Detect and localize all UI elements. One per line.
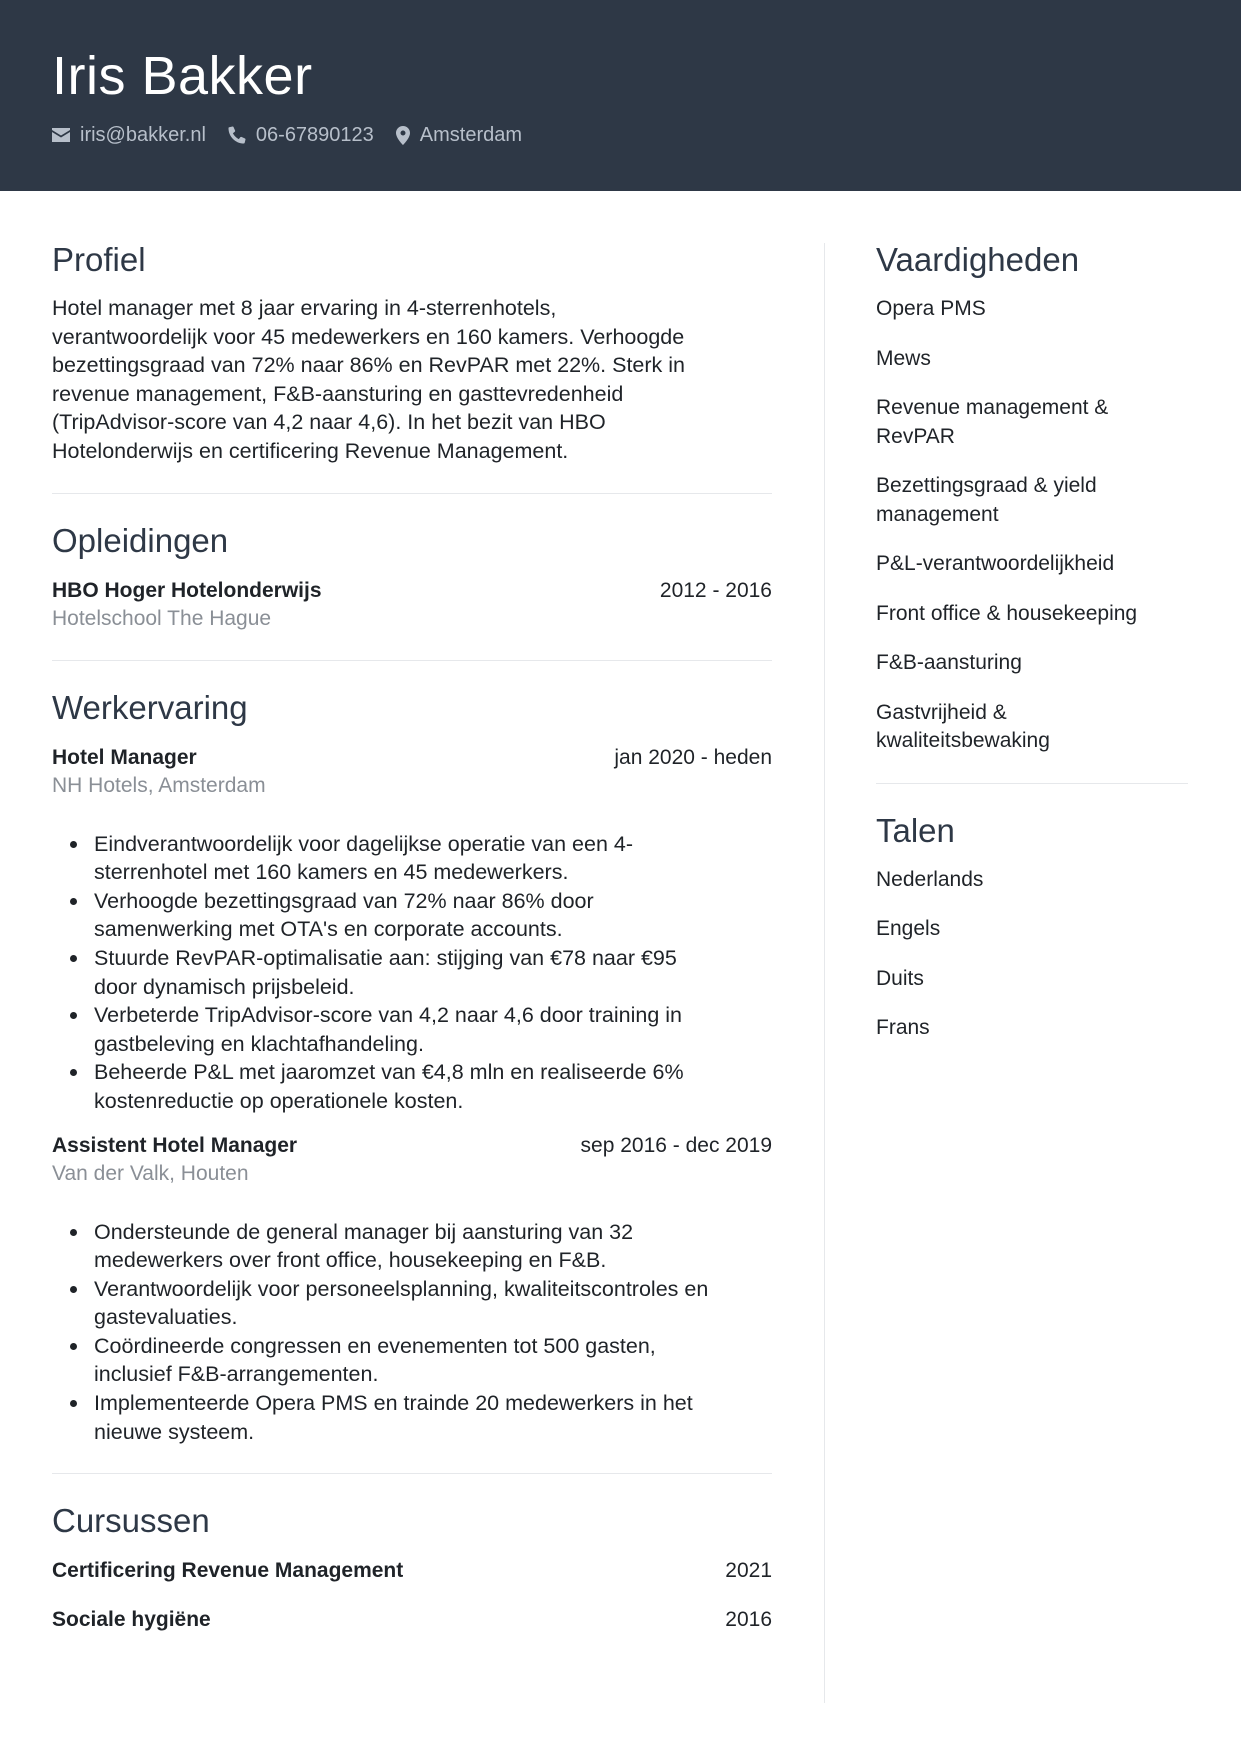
envelope-icon <box>52 128 70 142</box>
section-title-languages: Talen <box>876 811 955 849</box>
profile-line: Hotel manager met 8 jaar ervaring in 4-sterrenhotels, <box>52 296 557 320</box>
section-title-experience: Werkervaring <box>52 688 248 726</box>
bullet-item: Stuurde RevPAR-optimalisatie aan: stijging van €78 naar €95 door dynamisch prijsbeleid. <box>94 944 772 1001</box>
bullet-item: Eindverantwoordelijk voor dagelijkse operatie van een 4- sterrenhotel met 160 kamers en 45 medewerkers. <box>94 830 772 887</box>
skill-item: F&B-aansturing <box>876 651 1022 674</box>
profile-line: Hotelonderwijs en certificering Revenue Management. <box>52 438 569 463</box>
bullet-item: Coördineerde congressen en evenementen tot 500 gasten, inclusief F&B-arrangementen. <box>94 1332 772 1389</box>
profile-line: bezettingsgraad van 72% naar 86% en RevPAR met 22%. Sterk in <box>52 353 686 378</box>
job-company: NH Hotels, Amsterdam <box>52 773 266 797</box>
course-year: 2016 <box>725 1608 772 1632</box>
bullet-item: Ondersteunde de general manager bij aansturing van 32 medewerkers over front office, housekeeping en F&B. <box>94 1218 772 1275</box>
languages-section <box>876 811 1188 1043</box>
profile-section <box>52 240 772 466</box>
section-divider <box>52 660 772 661</box>
profile-line: (TripAdvisor-score van 4,2 naar 4,6). In het bezit van HBO <box>52 410 606 435</box>
language-item: Nederlands <box>876 867 984 891</box>
skill-item: Revenue management & RevPAR <box>876 396 1109 448</box>
course-year: 2021 <box>725 1559 772 1583</box>
column-divider <box>824 243 825 1703</box>
course-name: Sociale hygiëne <box>52 1608 211 1632</box>
job-bullets <box>52 830 772 1116</box>
entry-header <box>52 744 772 772</box>
job-dates: jan 2020 - heden <box>614 745 772 769</box>
course-entry <box>52 1557 772 1585</box>
header-banner <box>0 0 1241 191</box>
skill-item: Opera PMS <box>876 297 986 320</box>
section-divider <box>52 493 772 494</box>
job-role: Assistent Hotel Manager <box>52 1133 298 1157</box>
entry-header <box>52 1132 772 1160</box>
section-title-skills: Vaardigheden <box>876 241 1080 278</box>
skills-section <box>876 240 1188 756</box>
skill-item: Mews <box>876 346 931 370</box>
contact-phone[interactable] <box>228 122 374 148</box>
skill-item: Gastvrijheid & kwaliteitsbewaking <box>876 700 1050 752</box>
contact-email[interactable] <box>52 122 206 148</box>
job-bullets <box>52 1218 772 1447</box>
candidate-name: Iris Bakker <box>52 46 313 106</box>
course-entry <box>52 1606 772 1634</box>
phone-text: 06-67890123 <box>255 124 374 146</box>
education-entry <box>52 577 772 633</box>
language-item: Duits <box>876 966 924 990</box>
section-divider <box>876 783 1188 784</box>
job-company: Van der Valk, Houten <box>52 1161 249 1185</box>
contact-bar <box>52 122 544 148</box>
job-dates: sep 2016 - dec 2019 <box>580 1133 772 1157</box>
entry-header <box>52 577 772 605</box>
main-column <box>52 240 772 1634</box>
section-title-courses: Cursussen <box>52 1502 210 1540</box>
bullet-item: Verantwoordelijk voor personeelsplanning, kwaliteitscontroles en gastevaluaties. <box>94 1275 772 1332</box>
job-entry <box>52 744 772 1116</box>
experience-section <box>52 688 772 1447</box>
bullet-item: Implementeerde Opera PMS en trainde 20 medewerkers in het nieuwe systeem. <box>94 1389 772 1446</box>
skill-item: Front office & housekeeping <box>876 601 1138 625</box>
degree-title: HBO Hoger Hotelonderwijs <box>52 578 322 602</box>
bullet-item: Beheerde P&L met jaaromzet van €4,8 mln en realiseerde 6% kostenreductie op operationele kosten. <box>94 1058 772 1115</box>
language-item: Engels <box>876 917 941 940</box>
bullet-item: Verhoogde bezettingsgraad van 72% naar 86% door samenwerking met OTA's en corporate accounts. <box>94 887 772 944</box>
profile-line: verantwoordelijk voor 45 medewerkers en 160 kamers. Verhoogde <box>52 324 685 349</box>
language-list <box>876 866 1188 1043</box>
school-name: Hotelschool The Hague <box>52 606 272 630</box>
course-name: Certificering Revenue Management <box>52 1559 404 1583</box>
bullet-item: Verbeterde TripAdvisor-score van 4,2 naar 4,6 door training in gastbeleving en klachtafhandeling. <box>94 1001 772 1058</box>
map-pin-icon <box>396 126 410 145</box>
skill-item: Bezettingsgraad & yield management <box>876 474 1097 526</box>
section-title-education: Opleidingen <box>52 521 229 559</box>
contact-location <box>396 122 522 148</box>
email-text: iris@bakker.nl <box>80 124 206 146</box>
location-text: Amsterdam <box>419 124 523 146</box>
profile-line: revenue management, F&B-aansturing en gasttevredenheid <box>52 381 624 406</box>
language-item: Frans <box>876 1016 930 1039</box>
skill-list <box>876 295 1188 756</box>
job-entry <box>52 1132 772 1447</box>
education-dates: 2012 - 2016 <box>659 578 772 602</box>
job-role: Hotel Manager <box>52 745 197 769</box>
phone-icon <box>228 126 246 144</box>
section-divider <box>52 1473 772 1474</box>
sidebar-column <box>876 240 1188 1043</box>
courses-section <box>52 1501 772 1634</box>
section-title-profile: Profiel <box>52 241 146 278</box>
skill-item: P&L-verantwoordelijkheid <box>876 552 1115 575</box>
education-section <box>52 521 772 633</box>
profile-text <box>52 294 772 466</box>
